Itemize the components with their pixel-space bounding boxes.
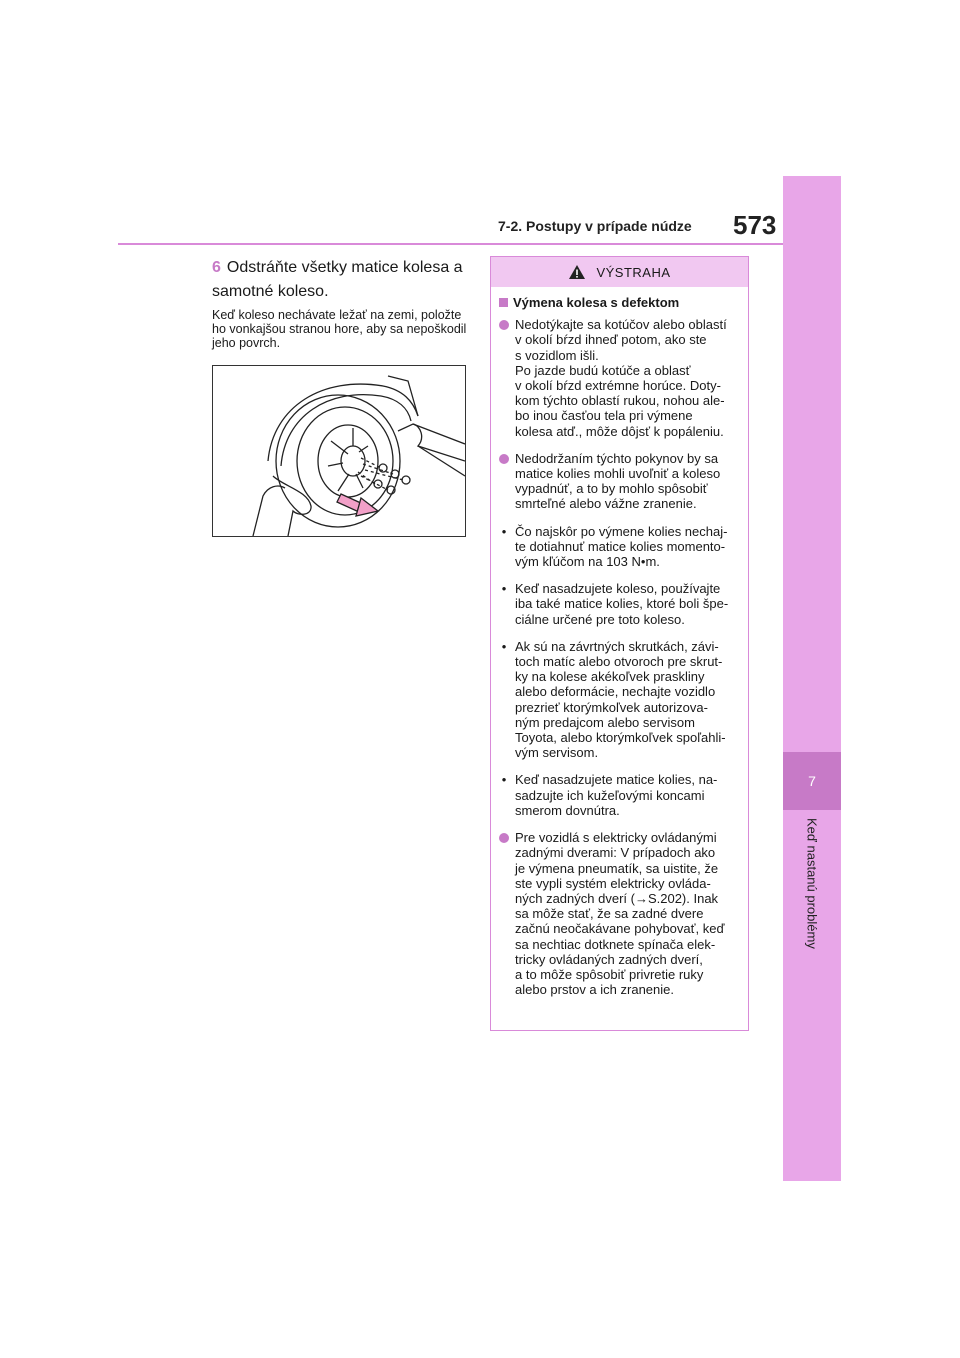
dot-bullet-icon: •: [501, 772, 507, 788]
circle-bullet-icon: [499, 320, 509, 330]
warning-item: [499, 524, 748, 570]
warning-body: [491, 287, 748, 997]
wheel-illustration-svg: [213, 366, 465, 536]
warning-item-text: Čo najskôr po výmene kolies nechaj- te dotiahnuť matice kolies momento- vým kľúčom na 103 N•m.: [515, 523, 728, 570]
warning-item: [499, 830, 748, 997]
warning-item-text: Ak sú na závrtných skrutkách, závi- toch matíc alebo otvoroch pre skrut- ky na kolese akékoľvek praskliny alebo deformácie, nechajte vozidlo prezrieť ktorýmkoľvek autorizova- ným predajcom alebo servisom Toyota, alebo ktorýmkoľvek spoľahli- vým servisom.: [515, 638, 726, 761]
dot-bullet-icon: •: [501, 523, 507, 539]
warning-section-title: Výmena kolesa s defektom: [513, 295, 680, 310]
warning-title: VÝSTRAHA: [596, 264, 671, 280]
circle-bullet-icon: [499, 454, 509, 464]
header-divider: [118, 243, 783, 245]
warning-item: [499, 772, 748, 818]
warning-item-text: Keď nasadzujete koleso, používajte iba také matice kolies, ktoré boli špe- ciálne určené pre toto koleso.: [515, 581, 729, 627]
warning-item-text: Nedotýkajte sa kotúčov alebo oblastí v okolí bŕzd ihneď potom, ako ste s vozidlom išli. Po jazde budú kotúče a oblasť v okolí bŕzd extrémne horúce. Doty- kom týchto oblastí rukou, nohou ale- bo inou časťou tela pri výmene kolesa atď., môže dôjsť k popáleniu.: [515, 317, 727, 439]
chapter-title: Keď nastanú problémy: [804, 818, 820, 949]
wheel-removal-illustration: [212, 365, 466, 537]
warning-item: [499, 451, 748, 512]
warning-section-heading: [499, 295, 748, 310]
step-number: 6: [212, 259, 221, 276]
page-number: 573: [733, 210, 777, 240]
warning-item-text: Pre vozidlá s elektricky ovládanými zadnými dverami: V prípadoch ako je výmena pneumatík, sa uistite, že ste vypli systém elektricky ovláda- ných zadných dverí (→S.202). Inak sa môže stať, že sa zadné dvere začnú neočakávane pohybovať, keď sa nechtiac dotknete spínača elek- tricky ovládaných zadných dverí, a to môže spôsobiť privretie ruky alebo prstov a ich zranenie.: [515, 830, 725, 998]
chapter-side-tab: [783, 176, 841, 1181]
dot-bullet-icon: •: [501, 581, 507, 597]
circle-bullet-icon: [499, 833, 509, 843]
chapter-number: 7: [783, 752, 841, 810]
warning-item-text: Keď nasadzujete matice kolies, na- sadzujte ich kužeľovými koncami smerom dovnútra.: [515, 772, 718, 818]
warning-item-text: Nedodržaním týchto pokynov by sa matice kolies mohli uvoľniť a koleso vypadnúť, a to by mohlo spôsobiť smrteľné alebo vážne zranenie.: [515, 450, 721, 512]
square-bullet-icon: [499, 298, 508, 307]
warning-item: [499, 581, 748, 627]
section-title: 7-2. Postupy v prípade núdze: [498, 218, 692, 234]
warning-item: [499, 639, 748, 761]
warning-box: [490, 256, 749, 1031]
warning-item: [499, 317, 748, 439]
step-6: [212, 256, 472, 304]
warning-triangle-icon: [568, 264, 586, 280]
dot-bullet-icon: •: [501, 638, 507, 654]
step-text: Odstráňte všetky matice kolesa a samotné koleso.: [212, 259, 463, 300]
warning-header: [491, 257, 748, 287]
step-note: Keď koleso nechávate ležať na zemi, položte ho vonkajšou stranou hore, aby sa nepoškodil jeho povrch.: [212, 308, 467, 350]
